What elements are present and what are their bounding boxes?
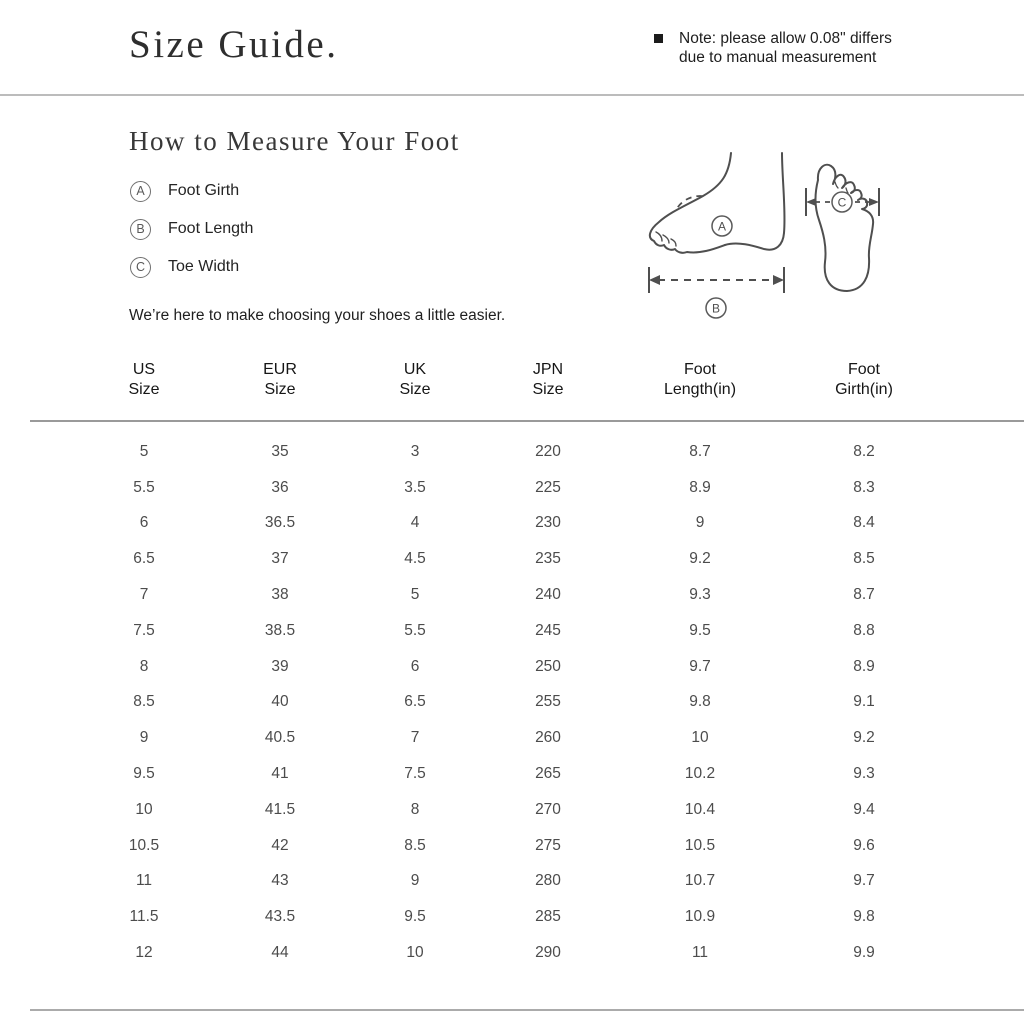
table-cell: 12: [135, 944, 153, 962]
table-cell: 255: [535, 693, 561, 711]
table-row: [0, 506, 1024, 542]
table-cell: 8: [410, 800, 420, 818]
page-title: Size Guide.: [129, 23, 339, 66]
table-cell: 43: [271, 872, 289, 890]
svg-text:A: A: [717, 219, 727, 234]
table-cell: 275: [535, 836, 561, 854]
foot-side-view-icon: [643, 150, 793, 320]
table-cell: 43.5: [264, 908, 296, 926]
svg-text:B: B: [711, 301, 721, 316]
table-row: [0, 577, 1024, 613]
table-cell: 245: [535, 621, 561, 639]
table-cell: 280: [535, 872, 561, 890]
table-cell: 11.5: [129, 908, 159, 926]
table-row: [0, 613, 1024, 649]
table-cell: 8.5: [404, 836, 426, 854]
column-header-eur: EUR Size: [263, 361, 297, 398]
table-cell: 9.7: [853, 872, 875, 890]
table-cell: 38.5: [264, 621, 296, 639]
table-cell: 8.5: [133, 693, 155, 711]
measure-item-foot-length: [130, 218, 253, 240]
table-row: [0, 434, 1024, 470]
table-cell: 220: [535, 442, 561, 460]
table-cell: 40: [271, 693, 289, 711]
table-cell: 5: [410, 586, 420, 604]
table-cell: 8.7: [689, 442, 711, 460]
table-cell: 225: [535, 478, 561, 496]
table-cell: 5.5: [404, 621, 426, 639]
table-cell: 5.5: [133, 478, 155, 496]
table-cell: 7.5: [404, 765, 426, 783]
table-cell: 9.6: [853, 836, 875, 854]
table-cell: 10: [691, 729, 709, 747]
table-cell: 270: [535, 800, 561, 818]
svg-text:C: C: [837, 195, 847, 210]
table-header-row: [0, 360, 1024, 400]
table-cell: 10.7: [684, 872, 716, 890]
table-cell: 9.8: [689, 693, 711, 711]
table-cell: 35: [271, 442, 289, 460]
square-bullet-icon: [654, 34, 663, 43]
table-cell: 8.5: [853, 550, 875, 568]
measure-item-label: Foot Girth: [168, 182, 240, 199]
table-row: [0, 792, 1024, 828]
table-cell: 41.5: [264, 800, 296, 818]
table-cell: 8.8: [853, 621, 875, 639]
table-row: [0, 649, 1024, 685]
measure-item-label: Foot Length: [168, 220, 254, 237]
column-header-us: US Size: [128, 361, 160, 398]
measure-list: [130, 180, 253, 294]
table-cell: 9.2: [853, 729, 875, 747]
table-cell: 10.5: [684, 836, 716, 854]
table-cell: 8.4: [853, 514, 875, 532]
table-cell: 7: [139, 586, 149, 604]
measure-item-toe-width: [130, 256, 253, 278]
foot-sole-view-icon: [803, 158, 883, 298]
table-cell: 8.3: [853, 478, 875, 496]
note-text: [679, 29, 892, 67]
table-row: [0, 899, 1024, 935]
measure-item-label: Toe Width: [168, 258, 240, 275]
table-cell: 265: [535, 765, 561, 783]
table-cell: 7: [410, 729, 420, 747]
circle-b-icon: B: [130, 219, 151, 240]
table-cell: 4: [410, 514, 420, 532]
table-cell: 9.2: [689, 550, 711, 568]
table-cell: 42: [271, 836, 289, 854]
tagline: We’re here to make choosing your shoes a little easier.: [129, 307, 506, 324]
table-cell: 6: [139, 514, 149, 532]
table-cell: 9: [139, 729, 149, 747]
table-cell: 10: [406, 944, 424, 962]
table-cell: 9.7: [689, 657, 711, 675]
table-cell: 250: [535, 657, 561, 675]
table-cell: 10: [135, 800, 153, 818]
table-cell: 3: [410, 442, 420, 460]
table-bottom-divider: [30, 1009, 1024, 1011]
table-body: [0, 434, 1024, 971]
table-cell: 10.2: [684, 765, 716, 783]
table-cell: 9: [695, 514, 705, 532]
table-cell: 6: [410, 657, 420, 675]
table-cell: 11: [135, 872, 153, 890]
table-cell: 10.4: [684, 800, 716, 818]
table-cell: 9.4: [853, 800, 875, 818]
circle-c-icon: C: [130, 257, 151, 278]
table-cell: 9.5: [133, 765, 155, 783]
table-cell: 240: [535, 586, 561, 604]
table-cell: 37: [271, 550, 289, 568]
table-cell: 10.5: [128, 836, 160, 854]
table-cell: 8.2: [853, 442, 875, 460]
table-cell: 38: [271, 586, 289, 604]
table-cell: 9.8: [853, 908, 875, 926]
table-cell: 9.1: [853, 693, 875, 711]
table-cell: 9.3: [689, 586, 711, 604]
table-cell: 8: [139, 657, 149, 675]
column-header-uk: UK Size: [399, 361, 431, 398]
column-header-jpn: JPN Size: [532, 361, 564, 398]
table-cell: 9: [410, 872, 420, 890]
table-cell: 260: [535, 729, 561, 747]
table-cell: 8.9: [853, 657, 875, 675]
table-cell: 11: [691, 944, 709, 962]
table-cell: 8.7: [853, 586, 875, 604]
column-header-foot-girth: Foot Girth(in): [835, 361, 893, 398]
table-cell: 285: [535, 908, 561, 926]
table-cell: 290: [535, 944, 561, 962]
table-cell: 6.5: [133, 550, 155, 568]
table-cell: 4.5: [404, 550, 426, 568]
table-cell: 6.5: [404, 693, 426, 711]
table-cell: 39: [271, 657, 289, 675]
table-cell: 230: [535, 514, 561, 532]
header-divider: [0, 94, 1024, 96]
table-cell: 235: [535, 550, 561, 568]
note-line-1: Note: please allow 0.08" differs: [679, 30, 892, 47]
table-cell: 9.9: [853, 944, 875, 962]
table-cell: 5: [139, 442, 149, 460]
table-cell: 36: [271, 478, 289, 496]
table-cell: 10.9: [684, 908, 716, 926]
table-cell: 40.5: [264, 729, 296, 747]
table-row: [0, 935, 1024, 971]
table-row: [0, 720, 1024, 756]
measure-heading: How to Measure Your Foot: [129, 126, 460, 156]
measure-item-foot-girth: [130, 180, 253, 202]
measurement-note: [654, 29, 892, 67]
note-line-2: due to manual measurement: [679, 49, 877, 66]
table-header-divider: [30, 420, 1024, 422]
table-row: [0, 864, 1024, 900]
table-cell: 7.5: [133, 621, 155, 639]
table-row: [0, 541, 1024, 577]
table-cell: 41: [271, 765, 289, 783]
table-cell: 8.9: [689, 478, 711, 496]
circle-a-icon: A: [130, 181, 151, 202]
table-cell: 9.5: [404, 908, 426, 926]
table-cell: 36.5: [264, 514, 296, 532]
table-cell: 9.3: [853, 765, 875, 783]
column-header-foot-length: Foot Length(in): [663, 361, 737, 398]
table-row: [0, 756, 1024, 792]
table-row: [0, 828, 1024, 864]
table-cell: 3.5: [404, 478, 426, 496]
table-cell: 44: [271, 944, 289, 962]
table-row: [0, 470, 1024, 506]
table-cell: 9.5: [689, 621, 711, 639]
table-row: [0, 685, 1024, 721]
